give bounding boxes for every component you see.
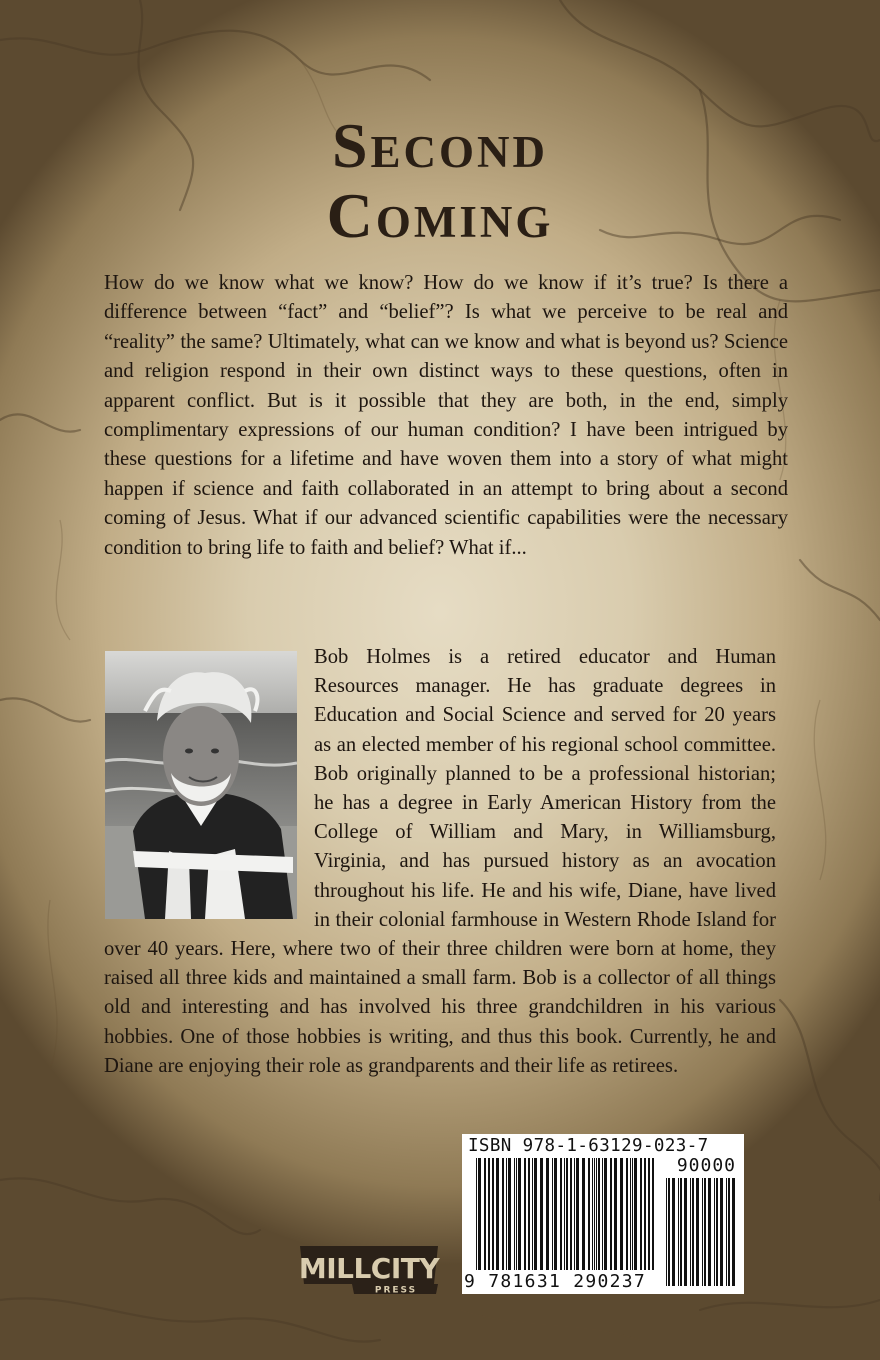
author-bio-text: Bob Holmes is a retired educator and Human Resources manager. He has graduate degrees in Education and Social Science and served for 20 years as an elected member of his regional school committee. Bob originally planned to be a professional historian; he has a degree in Early American History from the College of William and Mary, in Williamsburg, Virginia, and has pursued history as an avocation throughout his life. He and his wife, Diane, have lived in their colonial farmhouse in Western Rhode Island for over 40 years. Here, where two of their three children were born at home, they raised all three kids and maintained a small farm. Bob is a collector of all things old and interesting and has involved his three grandchildren in his various hobbies. One of those hobbies is writing, and thus this book. Currently, he and Diane are enjoying their role as grandparents and their life as retirees. bbox=[104, 646, 776, 1077]
book-title-line-2: Coming bbox=[326, 180, 554, 251]
barcode-digits: 9 781631 290237 bbox=[464, 1271, 647, 1292]
publisher-logo bbox=[296, 1240, 442, 1296]
barcode-bars-addon bbox=[666, 1178, 738, 1286]
photo-wrap-spacer bbox=[104, 643, 314, 927]
logo-text-top: MILLCITY bbox=[298, 1252, 440, 1285]
isbn-number: ISBN 978-1-63129-023-7 bbox=[468, 1136, 709, 1156]
author-bio bbox=[104, 643, 776, 1081]
isbn-barcode bbox=[462, 1134, 744, 1294]
book-description: How do we know what we know? How do we know if it’s true? Is there a difference between “fact” and “belief”? Is what we perceive to be real and “reality” the same? Ultimately, what can we know and what is beyond us? Science and religion respond in their own distinct ways to these questions, often in apparent conflict. But is it possible that they are both, in the end, simply complimentary expressions of our human condition? I have been intrigued by these questions for a lifetime and have woven them into a story of what might happen if science and faith collaborated in an attempt to bring about a second coming of Jesus. What if our advanced scientific capabilities were the necessary condition to bring life to faith and belief? What if... bbox=[104, 272, 788, 559]
barcode-bars-main bbox=[476, 1158, 654, 1270]
book-title-line-1: Second bbox=[331, 110, 549, 181]
price-code: 90000 bbox=[676, 1155, 736, 1176]
logo-text-bottom: PRESS bbox=[374, 1285, 418, 1296]
